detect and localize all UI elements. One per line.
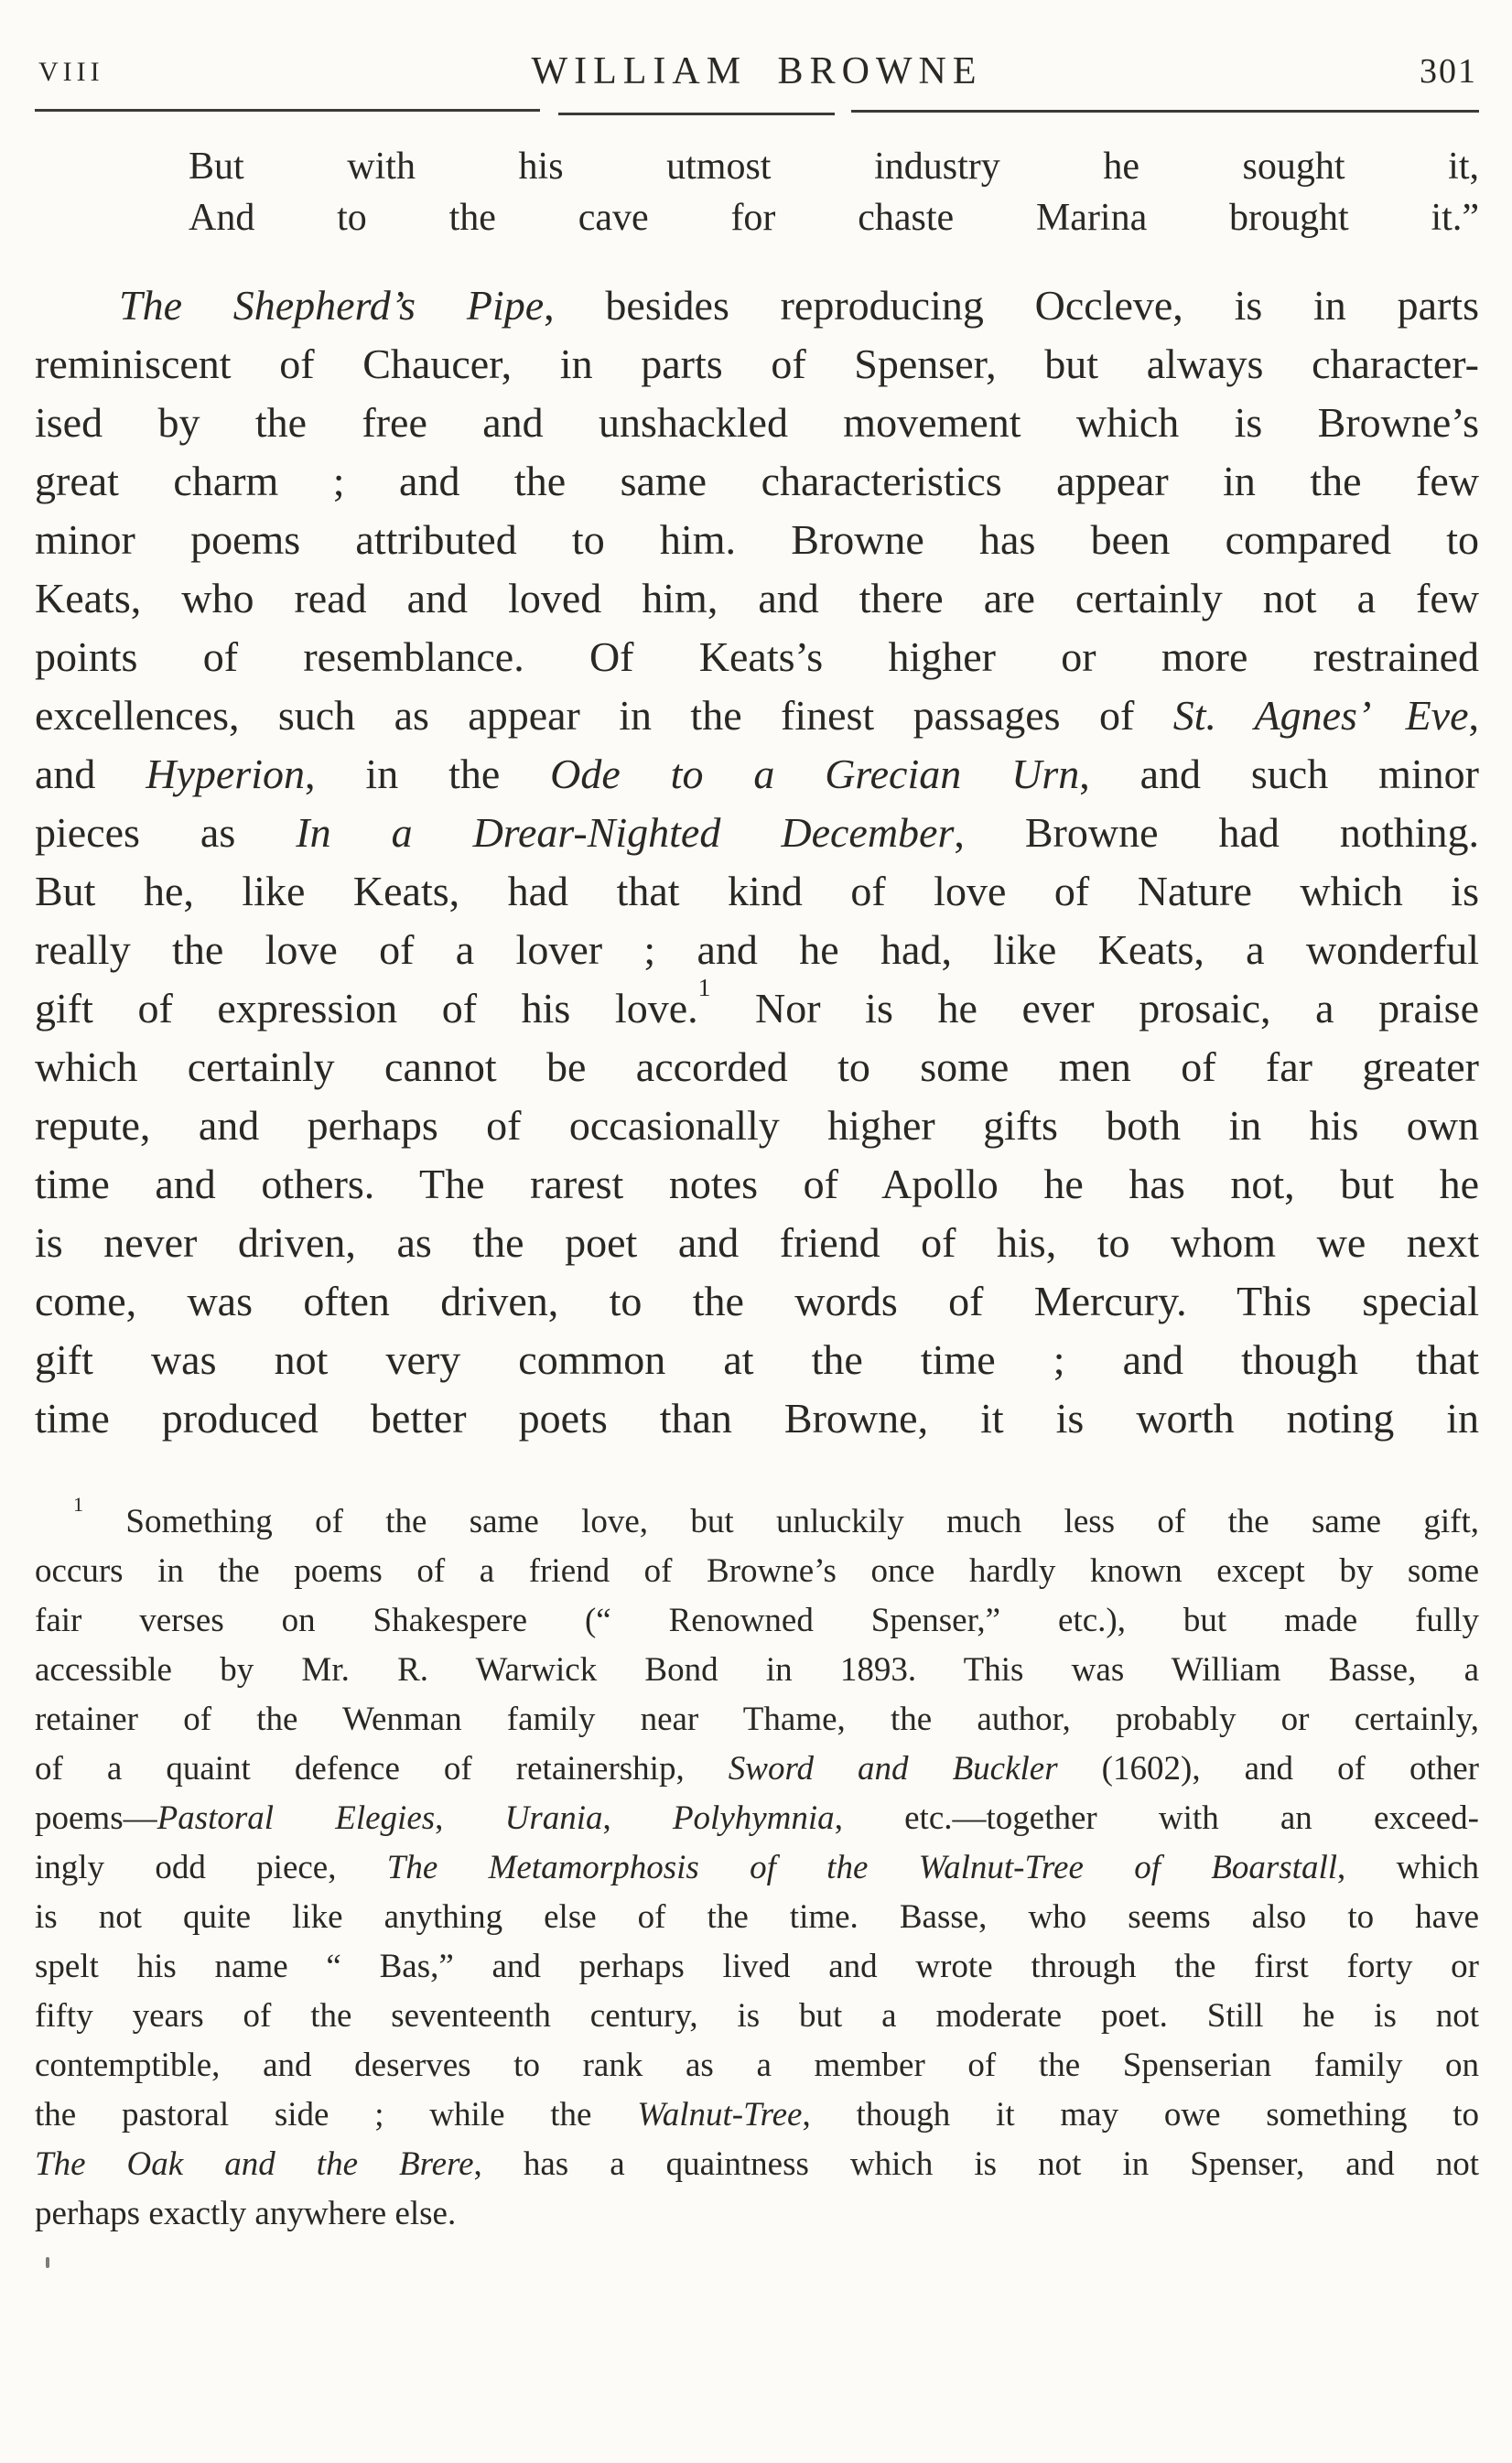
rule-segment <box>558 113 835 115</box>
text-line: poems—Pastoral Elegies, Urania, Polyhymnia, etc.—together with an exceed- <box>35 1799 1479 1837</box>
text-line: and Hyperion, in the Ode to a Grecian Urn, and such minor <box>35 751 1479 797</box>
text-line: perhaps exactly anywhere else. <box>35 2195 457 2232</box>
text-line: The Shepherd’s Pipe, besides reproducing Occleve, is in parts <box>119 282 1479 329</box>
text-line: gift was not very common at the time ; and though that <box>35 1336 1479 1383</box>
text-line: $^1$ Something of the same love, but unluckily much less of the same gift, <box>73 1492 1479 1540</box>
verse-quote <box>189 141 1479 243</box>
text-line: time produced better poets than Browne, it is worth noting in <box>35 1395 1479 1442</box>
text-line: is not quite like anything else of the time. Basse, who seems also to have <box>35 1898 1479 1936</box>
page-number: 301 <box>1420 52 1477 91</box>
body-paragraph <box>35 276 1479 1448</box>
text-line: is never driven, as the poet and friend of his, to whom we next <box>35 1219 1479 1266</box>
text-line: time and others. The rarest notes of Apollo he has not, but he <box>35 1161 1479 1207</box>
text-line: And to the cave for chaste Marina brought it.” <box>189 197 1479 239</box>
text-line: gift of expression of his love.$^1$ Nor is he ever prosaic, a praise <box>35 973 1479 1032</box>
text-line: ised by the free and unshackled movement which is Browne’s <box>35 399 1479 446</box>
text-line: which certainly cannot be accorded to some men of far greater <box>35 1043 1479 1090</box>
running-header <box>35 42 1479 95</box>
rule-segment <box>851 110 1479 113</box>
rule-segment <box>35 109 540 112</box>
running-title: WILLIAM BROWNE <box>531 50 983 92</box>
text-line: great charm ; and the same characteristics appear in the few <box>35 458 1479 504</box>
text-line: occurs in the poems of a friend of Browne’s once hardly known except by some <box>35 1552 1479 1590</box>
text-line: points of resemblance. Of Keats’s higher or more restrained <box>35 633 1479 680</box>
ink-speck <box>46 2257 49 2268</box>
text-line: contemptible, and deserves to rank as a member of the Spenserian family on <box>35 2047 1479 2084</box>
text-line: ingly odd piece, The Metamorphosis of the Walnut-Tree of Boarstall, which <box>35 1849 1479 1886</box>
text-line: pieces as In a Drear-Nighted December, Browne had nothing. <box>35 809 1479 856</box>
text-line: The Oak and the Brere, has a quaintness which is not in Spenser, and not <box>35 2145 1479 2183</box>
text-line: excellences, such as appear in the finest passages of St. Agnes’ Eve, <box>35 692 1479 739</box>
text-line: the pastoral side ; while the Walnut-Tree, though it may owe something to <box>35 2096 1479 2134</box>
text-line: accessible by Mr. R. Warwick Bond in 1893. This was William Basse, a <box>35 1651 1479 1689</box>
section-number: VIII <box>38 57 104 87</box>
text-line: spelt his name “ Bas,” and perhaps lived and wrote through the first forty or <box>35 1948 1479 1985</box>
text-line: Keats, who read and loved him, and there are certainly not a few <box>35 575 1479 621</box>
text-line: really the love of a lover ; and he had, like Keats, a wonderful <box>35 926 1479 973</box>
text-line: minor poems attributed to him. Browne has been compared to <box>35 516 1479 563</box>
text-line: of a quaint defence of retainership, Sword and Buckler (1602), and of other <box>35 1750 1479 1788</box>
text-line: But he, like Keats, had that kind of love of Nature which is <box>35 868 1479 914</box>
footnote <box>35 1492 1479 2239</box>
text-line: repute, and perhaps of occasionally higher gifts both in his own <box>35 1102 1479 1149</box>
text-line: come, was often driven, to the words of Mercury. This special <box>35 1278 1479 1324</box>
text-line: reminiscent of Chaucer, in parts of Spenser, but always character- <box>35 340 1479 387</box>
header-rule <box>35 106 1479 119</box>
text-line: fifty years of the seventeenth century, is but a moderate poet. Still he is not <box>35 1997 1479 2035</box>
text-line: fair verses on Shakespere (“ Renowned Spenser,” etc.), but made fully <box>35 1602 1479 1639</box>
text-line: retainer of the Wenman family near Thame, the author, probably or certainly, <box>35 1701 1479 1738</box>
text-line: But with his utmost industry he sought it, <box>189 146 1479 188</box>
